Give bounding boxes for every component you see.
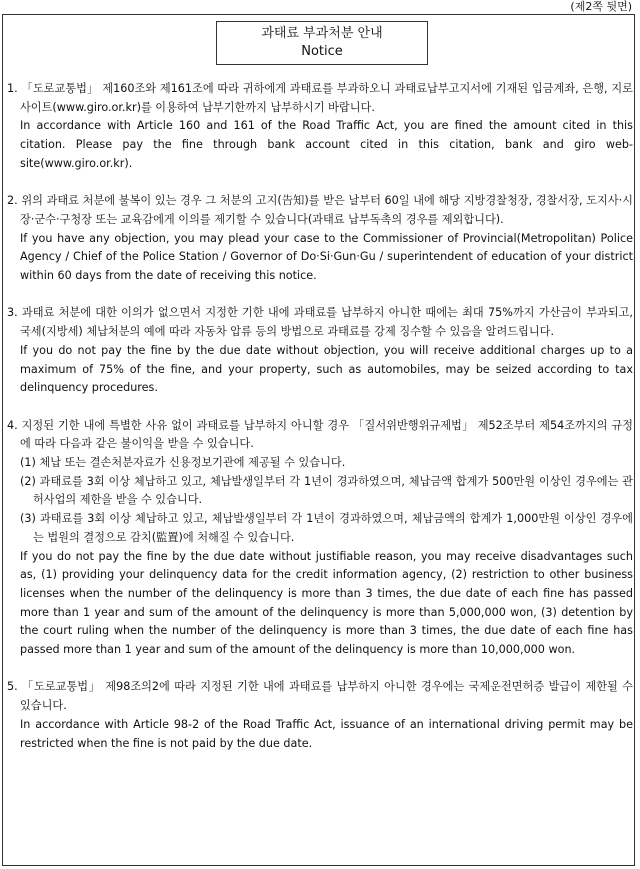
item-2-korean: 2. 위의 과태료 처분에 불복이 있는 경우 그 처분의 고지(告知)를 받은 날부터 60일 내에 해당 지방경찰청장, 경찰서장, 도지사·시장·군수·구청장 또는 교육감에게 이의를 제기할 수 있습니다(과태료 납부독촉의 경우를 제외합니다). xyxy=(7,194,633,226)
item-5-english: In accordance with Article 98-2 of the Road Traffic Act, issuance of an international driving permit may be restricted when the fine is not paid by the due date. xyxy=(20,717,633,750)
item-3-english: If you do not pay the fine by the due date without objection, you will receive additional charges up to a maximum of 75% of the fine, and your property, such as automobiles, may be seized according to tax delinquency procedures. xyxy=(20,343,633,395)
notice-item-4 xyxy=(7,417,633,660)
title-english: Notice xyxy=(301,44,343,59)
title-box xyxy=(216,21,428,65)
notice-item-3 xyxy=(7,304,633,398)
page-note: (제2쪽 뒷면) xyxy=(570,0,632,13)
notice-item-5 xyxy=(7,678,633,753)
item-4-sub-3: (3) 과태료를 3회 이상 체납하고 있고, 체납발생일부터 각 1년이 경과하였으며, 체납금액의 합계가 1,000만원 이상인 경우에는 법원의 결정으로 감치(監置)에 처해질 수 있습니다. xyxy=(20,512,633,544)
item-1-english: In accordance with Article 160 and 161 of the Road Traffic Act, you are fined the amount cited in this citation. Please pay the fine through bank account cited in this citation, bank and giro web-site(www.giro.or.kr). xyxy=(20,119,633,170)
notice-body xyxy=(7,80,633,772)
notice-item-2 xyxy=(7,192,633,286)
item-5-korean: 5. 「도로교통법」 제98조의2에 따라 지정된 기한 내에 과태료를 납부하지 아니한 경우에는 국제운전면허증 발급이 제한될 수 있습니다. xyxy=(7,680,633,713)
item-3-korean: 3. 과태료 처분에 대한 이의가 없으면서 지정한 기한 내에 과태료를 납부하지 아니한 때에는 최대 75%까지 가산금이 부과되고, 국세(지방세) 체납처분의 예에 따라 자동차 압류 등의 방법으로 과태료를 강제 징수할 수 있음을 알려드립니다. xyxy=(7,306,633,339)
item-1-korean: 1. 「도로교통법」 제160조와 제161조에 따라 귀하에게 과태료를 부과하오니 과태료납부고지서에 기재된 입금계좌, 은행, 지로사이트(www.giro.or.kr)를 이용하여 납부기한까지 납부하시기 바랍니다. xyxy=(7,82,633,114)
title-korean: 과태료 부과처분 안내 xyxy=(261,26,383,41)
item-4-sub-1: (1) 체납 또는 결손처분자료가 신용정보기관에 제공될 수 있습니다. xyxy=(20,456,346,470)
item-4-korean: 4. 지정된 기한 내에 특별한 사유 없이 과태료를 납부하지 아니할 경우 「질서위반행위규제법」 제52조부터 제54조까지의 규정에 따라 다음과 같은 불이익을 받을 수 있습니다. xyxy=(7,418,633,451)
notice-item-1 xyxy=(7,80,633,174)
item-4-sub-2: (2) 과태료를 3회 이상 체납하고 있고, 체납발생일부터 각 1년이 경과하였으며, 체납금액 합계가 500만원 이상인 경우에는 관허사업의 제한을 받을 수 있습니다. xyxy=(20,474,633,507)
item-4-english: If you do not pay the fine by the due date without justifiable reason, you may receive disadvantages such as, (1) providing your delinquency data for the credit information agency, (2) restriction to other business licenses when the number of the delinquency is more than 3 times, the due date of each fine has passed more than 1 year and sum of the amount of the delinquency is more than 5,000,000 won, (3) detention by the court ruling when the number of the delinquency is more than 3 times, the due date of each fine has passed more than 1 year and sum of the amount of the delinquency is more than 10,000,000 won. xyxy=(20,549,633,657)
item-2-english: If you have any objection, you may plead your case to the Commissioner of Provincial(Metropolitan) Police Agency / Chief of the Police Station / Governor of Do·Si·Gun·Gu / superintendent of education of your district within 60 days from the date of receiving this notice. xyxy=(20,231,633,283)
